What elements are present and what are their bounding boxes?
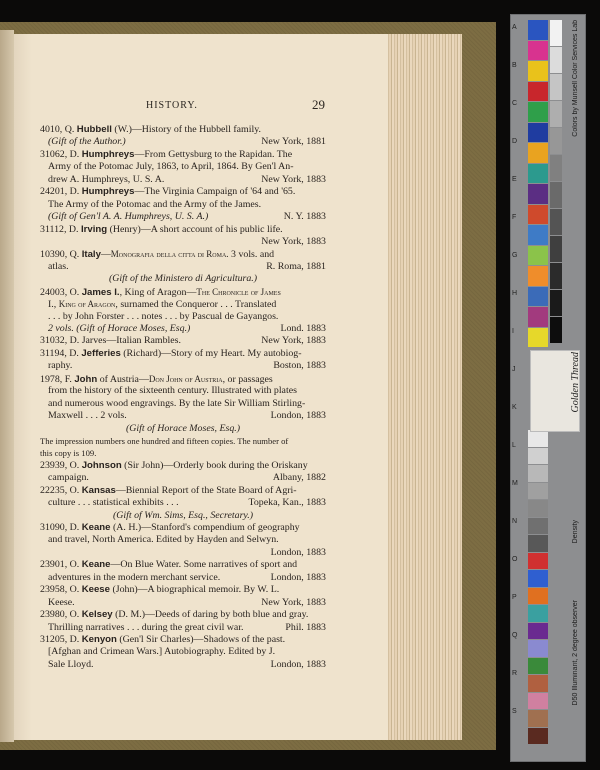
entry-text bbox=[48, 497, 179, 509]
entry-line bbox=[40, 348, 326, 360]
entry-line bbox=[40, 609, 326, 621]
color-patch bbox=[528, 184, 548, 204]
entry-segment: Monografia della citta di Roma. bbox=[110, 249, 229, 260]
color-patch bbox=[528, 246, 548, 266]
color-patch bbox=[528, 605, 548, 622]
entry-segment: Sale Lloyd. bbox=[48, 658, 94, 670]
entry-segment: —On Blue Water. Some narratives of sport and bbox=[110, 559, 298, 571]
color-patch bbox=[528, 693, 548, 710]
entry-segment: [Afghan and Crimean Wars.] Autobiography. Edited by J. bbox=[48, 646, 276, 658]
entry-text bbox=[48, 472, 89, 484]
patch-letter: P bbox=[512, 594, 517, 601]
entry-segment: (Gift of the Ministero di Agricultura.) bbox=[108, 273, 258, 285]
color-patch bbox=[528, 553, 548, 570]
entry-segment: 23939, O. bbox=[40, 459, 82, 471]
entry-segment: , King of Aragon— bbox=[119, 286, 197, 298]
entry-imprint: New York, 1883 bbox=[261, 596, 326, 608]
entry-line bbox=[40, 124, 326, 136]
entry-segment: (A. H.)—Stanford's compendium of geography bbox=[110, 522, 300, 533]
entry-imprint: R. Roma, 1881 bbox=[266, 260, 326, 272]
entry-segment: The Army of the Potomac and the Army of the James. bbox=[48, 198, 262, 210]
entry-segment: I., bbox=[48, 299, 59, 311]
color-patch bbox=[528, 640, 548, 657]
entry-imprint: Phil. 1883 bbox=[285, 621, 326, 633]
color-patch bbox=[528, 623, 548, 640]
color-patch bbox=[528, 20, 548, 40]
entry-text bbox=[48, 211, 208, 223]
entry-line bbox=[40, 423, 326, 435]
entry-line bbox=[40, 273, 326, 285]
color-patch bbox=[528, 430, 548, 447]
entry-segment: —From Gettysburg to the Rapidan. The bbox=[134, 148, 293, 160]
entry-line bbox=[40, 534, 326, 546]
entry-segment: 22235, O. bbox=[40, 484, 82, 496]
entry-segment: Don John of Austria bbox=[148, 373, 223, 384]
patch-letter: B bbox=[512, 62, 517, 69]
patch-letter: S bbox=[512, 708, 517, 715]
entry-line bbox=[40, 161, 326, 173]
entry-imprint: Topeka, Kan., 1883 bbox=[248, 497, 326, 509]
gray-patch bbox=[550, 20, 562, 46]
entry-segment: (Sir John)—Orderly book during the Oriskany bbox=[121, 459, 308, 471]
entry-segment: and numerous wood engravings. By the late Sir William Stirling- bbox=[48, 397, 306, 409]
entry-segment: 4010, Q. bbox=[40, 124, 77, 135]
entry-line bbox=[40, 497, 326, 509]
entry-imprint: N. Y. 1883 bbox=[283, 211, 326, 223]
color-patch bbox=[528, 728, 548, 745]
entry-line bbox=[40, 472, 326, 484]
entry-segment: Keese bbox=[81, 584, 110, 596]
entry-line bbox=[40, 410, 326, 422]
entry-segment: this copy is 109. bbox=[40, 448, 97, 459]
entry-text bbox=[40, 335, 181, 347]
entry-line bbox=[40, 360, 326, 372]
entry-segment: Italy bbox=[81, 249, 101, 261]
entry-line bbox=[40, 572, 326, 584]
entry-text bbox=[48, 410, 127, 422]
patch-letter: G bbox=[512, 252, 518, 259]
gray-patch bbox=[550, 74, 562, 100]
entry-line bbox=[40, 311, 326, 323]
patch-letter: J bbox=[512, 366, 516, 373]
entry-segment: Humphreys bbox=[81, 148, 135, 160]
patch-letter: M bbox=[512, 480, 518, 487]
entry-segment: 24003, O. bbox=[40, 286, 82, 298]
entry-line bbox=[40, 398, 326, 410]
entry-segment: Jefferies bbox=[81, 347, 121, 359]
entry-segment: Johnson bbox=[81, 459, 122, 471]
entry-text bbox=[48, 174, 164, 186]
entry-segment: —Biennial Report of the State Board of Agri- bbox=[115, 484, 297, 496]
entry-line bbox=[40, 522, 326, 534]
entry-segment: Thrilling narratives . . . during the great civil war. bbox=[48, 621, 244, 633]
patch-letter: F bbox=[512, 214, 517, 221]
patch-letter: A bbox=[512, 24, 517, 31]
color-patch bbox=[528, 266, 548, 286]
entry-line bbox=[40, 485, 326, 497]
gray-patch bbox=[550, 263, 562, 289]
entry-segment: Kansas bbox=[81, 484, 116, 496]
entry-imprint: London, 1883 bbox=[270, 546, 326, 558]
entry-line bbox=[40, 460, 326, 472]
color-patch bbox=[528, 483, 548, 500]
color-patch bbox=[528, 61, 548, 81]
entry-segment: Keese. bbox=[48, 596, 75, 608]
entry-segment: (W.)—History of the Hubbell family. bbox=[111, 124, 261, 135]
left-page-edge bbox=[0, 30, 14, 742]
entry-segment: —The Virginia Campaign of '64 and '65. bbox=[134, 186, 296, 198]
color-patch bbox=[528, 518, 548, 535]
entry-segment: raphy. bbox=[48, 360, 73, 372]
entry-line bbox=[40, 211, 326, 223]
entry-segment: 31205, D. bbox=[40, 633, 82, 645]
entry-segment: of Austria— bbox=[97, 373, 149, 385]
entry-text bbox=[48, 360, 72, 372]
entry-line bbox=[40, 584, 326, 596]
entry-segment: 31112, D. bbox=[40, 223, 81, 235]
entry-text bbox=[48, 659, 94, 671]
entry-segment: (Richard)—Story of my Heart. My autobiog- bbox=[120, 347, 302, 359]
color-patch bbox=[528, 328, 548, 348]
entry-segment: 31194, D. bbox=[40, 347, 82, 359]
entry-segment: atlas. bbox=[48, 260, 69, 272]
entry-segment: , or passages bbox=[222, 373, 273, 385]
entry-line bbox=[40, 199, 326, 211]
entry-line bbox=[40, 298, 326, 310]
entry-imprint: London, 1883 bbox=[270, 410, 326, 422]
entry-segment: John bbox=[74, 373, 98, 385]
entry-line bbox=[40, 622, 326, 634]
entry-segment: adventures in the modern merchant service. bbox=[48, 571, 221, 583]
entry-line bbox=[40, 335, 326, 347]
entry-segment: (Henry)—A short account of his public life. bbox=[107, 223, 283, 235]
entry-line bbox=[40, 136, 326, 148]
entry-segment: Maxwell . . . 2 vols. bbox=[48, 410, 127, 422]
golden-thread-logo: Golden Thread bbox=[570, 352, 581, 413]
entry-segment: 31062, D. bbox=[40, 148, 82, 160]
color-patch bbox=[528, 205, 548, 225]
patch-letter: D bbox=[512, 138, 518, 145]
entry-line bbox=[40, 559, 326, 571]
entry-line bbox=[40, 634, 326, 646]
density-label: Density bbox=[572, 520, 579, 544]
entry-line bbox=[40, 659, 326, 671]
color-patch bbox=[528, 164, 548, 184]
entry-line bbox=[40, 510, 326, 522]
patch-letter: C bbox=[512, 100, 518, 107]
color-patch bbox=[528, 588, 548, 605]
entry-segment: culture . . . statistical exhibits . . . bbox=[48, 497, 179, 509]
color-patch bbox=[528, 307, 548, 327]
page-edges bbox=[386, 34, 462, 740]
brand-text: Colors by Munsell Color Services Lab bbox=[572, 20, 579, 137]
color-patch bbox=[528, 675, 548, 692]
entry-segment: 2 vols. (Gift of Horace Moses, Esq.) bbox=[48, 323, 191, 334]
entry-segment: Army of the Potomac July, 1863, to April, 1864. By Gen'l An- bbox=[48, 161, 294, 173]
entry-segment: 10390, Q. bbox=[40, 249, 82, 261]
entry-segment: Humphreys bbox=[81, 186, 135, 198]
color-patch bbox=[528, 82, 548, 102]
entry-imprint: London, 1883 bbox=[270, 658, 326, 670]
entry-line bbox=[40, 447, 326, 459]
patch-letter: I bbox=[512, 328, 514, 335]
entry-segment: 23901, O. bbox=[40, 559, 82, 571]
entry-segment: campaign. bbox=[48, 472, 89, 484]
gray-patch bbox=[550, 47, 562, 73]
color-patch bbox=[528, 143, 548, 163]
color-patch bbox=[528, 500, 548, 517]
entry-line bbox=[40, 323, 326, 335]
entry-segment: , surnamed the Conqueror . . . Translated bbox=[115, 299, 277, 311]
entry-segment: — bbox=[100, 249, 111, 261]
gray-patch bbox=[550, 101, 562, 127]
color-patch bbox=[528, 570, 548, 587]
color-patch bbox=[528, 102, 548, 122]
entry-line bbox=[40, 547, 326, 559]
entry-imprint: London, 1883 bbox=[270, 571, 326, 583]
entry-segment: Keane bbox=[81, 559, 111, 571]
color-patch bbox=[528, 287, 548, 307]
entry-segment: and travel, North America. Edited by Hayden and Selwyn. bbox=[48, 534, 279, 546]
entry-segment: James I. bbox=[81, 286, 120, 298]
entry-segment: drew A. Humphreys, U. S. A. bbox=[48, 173, 165, 185]
entry-line bbox=[40, 149, 326, 161]
entry-imprint: New York, 1883 bbox=[261, 173, 326, 185]
patch-letter: K bbox=[512, 404, 517, 411]
entry-line bbox=[40, 597, 326, 609]
entry-segment: 23958, O. bbox=[40, 584, 82, 596]
entry-segment: (Gen'l Sir Charles)—Shadows of the past. bbox=[116, 633, 286, 645]
entry-line bbox=[40, 236, 326, 248]
color-patch bbox=[528, 535, 548, 552]
entry-text bbox=[48, 597, 75, 609]
color-patch bbox=[528, 658, 548, 675]
entry-segment: 3 vols. and bbox=[228, 249, 275, 261]
entry-segment: 31032, D. Jarves—Italian Rambles. bbox=[40, 335, 181, 347]
patch-letter: Q bbox=[512, 632, 518, 639]
entry-line bbox=[40, 224, 326, 236]
color-patch bbox=[528, 465, 548, 482]
entry-segment: (Gift of Gen'l A. A. Humphreys, U. S. A.) bbox=[48, 211, 209, 223]
gray-patch bbox=[550, 128, 562, 154]
entry-text bbox=[48, 622, 244, 634]
entry-line bbox=[40, 286, 326, 298]
gray-patch bbox=[550, 290, 562, 316]
entry-segment: 1978, F. bbox=[40, 373, 75, 385]
entry-segment: The impression numbers one hundred and fifteen copies. The number of bbox=[40, 435, 289, 446]
gray-patch bbox=[550, 236, 562, 262]
entry-segment: Kelsey bbox=[81, 609, 113, 621]
entry-segment: Keane bbox=[81, 522, 111, 533]
entry-segment: Hubbell bbox=[76, 124, 112, 135]
entry-imprint: Boston, 1883 bbox=[273, 360, 326, 372]
gray-patch bbox=[550, 155, 562, 181]
entry-line bbox=[40, 373, 326, 385]
patch-letter: L bbox=[512, 442, 516, 449]
patch-letter: O bbox=[512, 556, 518, 563]
entry-segment: . . . by John Forster . . . notes . . . by Pascual de Gayangos. bbox=[48, 310, 279, 322]
running-header: HISTORY. bbox=[146, 100, 198, 111]
entry-segment: The Chronicle of James bbox=[196, 286, 281, 297]
entry-segment: 23980, O. bbox=[40, 609, 82, 621]
color-patch bbox=[528, 710, 548, 727]
patch-letter: H bbox=[512, 290, 518, 297]
color-patch bbox=[528, 41, 548, 61]
entry-segment: 24201, D. bbox=[40, 186, 82, 198]
gray-patch bbox=[550, 317, 562, 343]
entry-text bbox=[48, 572, 220, 584]
entry-imprint: Albany, 1882 bbox=[272, 472, 326, 484]
entry-line bbox=[40, 385, 326, 397]
entry-imprint: New York, 1883 bbox=[261, 335, 326, 347]
entry-segment: (John)—A biographical memoir. By W. L. bbox=[109, 584, 280, 596]
entry-segment: (Gift of Horace Moses, Esq.) bbox=[125, 422, 241, 434]
entry-segment: Kenyon bbox=[81, 633, 117, 645]
gray-patch bbox=[550, 209, 562, 235]
catalog-entries bbox=[40, 124, 326, 671]
entry-segment: King of Aragon bbox=[58, 299, 116, 310]
entry-line bbox=[40, 261, 326, 273]
page-number: 29 bbox=[312, 97, 325, 112]
illuminant-text: D50 Illuminant, 2 degree observer bbox=[572, 600, 579, 706]
color-patch bbox=[528, 225, 548, 245]
entry-line bbox=[40, 186, 326, 198]
entry-imprint: New York, 1881 bbox=[261, 136, 326, 148]
entry-text bbox=[48, 323, 190, 335]
entry-segment: Irving bbox=[80, 223, 108, 235]
patch-letter: R bbox=[512, 670, 518, 677]
entry-segment: (Gift of the Author.) bbox=[48, 136, 126, 148]
entry-imprint: New York, 1883 bbox=[261, 235, 326, 247]
patch-letter: E bbox=[512, 176, 517, 183]
patch-letter: N bbox=[512, 518, 518, 525]
entry-segment: from the history of the sixteenth century. Illustrated with plates bbox=[48, 385, 297, 397]
entry-text bbox=[48, 261, 69, 273]
entry-segment: (Gift of Wm. Sims, Esq., Secretary.) bbox=[112, 509, 254, 521]
color-patch bbox=[528, 123, 548, 143]
color-patch bbox=[528, 448, 548, 465]
entry-segment: (D. M.)—Deeds of daring by both blue and gray. bbox=[112, 609, 309, 621]
entry-text bbox=[48, 136, 126, 148]
entry-line bbox=[40, 646, 326, 658]
entry-line bbox=[40, 174, 326, 186]
gray-patch bbox=[550, 182, 562, 208]
entry-line bbox=[40, 435, 326, 447]
entry-line bbox=[40, 248, 326, 260]
entry-imprint: Lond. 1883 bbox=[280, 323, 326, 334]
entry-segment: 31090, D. bbox=[40, 522, 82, 533]
